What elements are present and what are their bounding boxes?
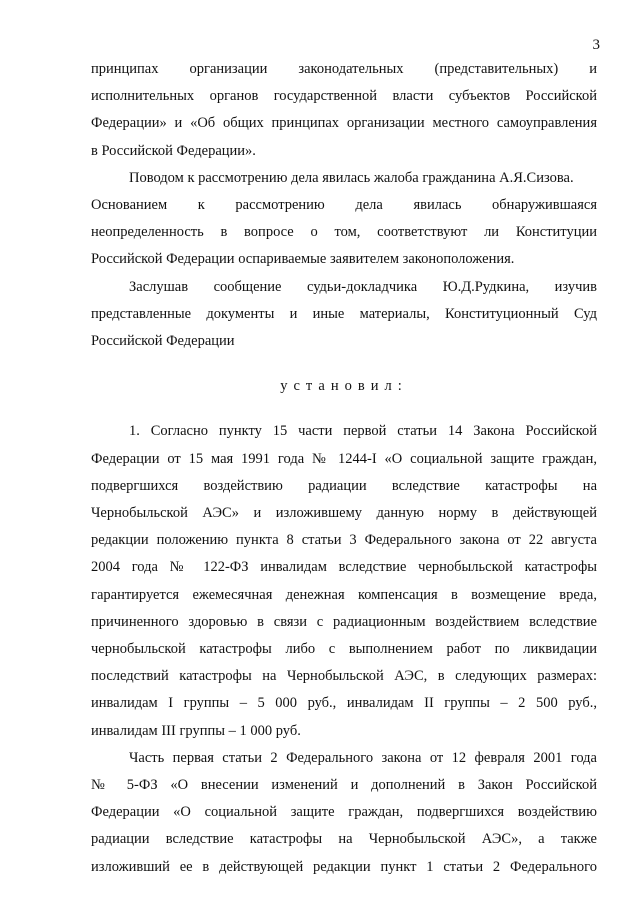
text-line: Российской Федерации оспариваемые заявителем законоположения. bbox=[91, 251, 515, 268]
text-line: 2004 года № 122-ФЗ инвалидам вследствие чернобыльской катастрофы bbox=[91, 559, 597, 576]
text-line: № 5-ФЗ «О внесении изменений и дополнений в Закон Российской bbox=[91, 777, 597, 794]
text-line: принципах организации законодательных (представительных) и bbox=[91, 61, 597, 77]
paragraph-hearing bbox=[91, 274, 597, 356]
text-line: исполнительных органов государственной власти субъектов Российской bbox=[91, 88, 597, 105]
text-line: причиненного здоровью в связи с радиационным воздействием вследствие bbox=[91, 613, 597, 630]
text-line: 1. Согласно пункту 15 части первой статьи 14 Закона Российской bbox=[129, 423, 597, 440]
text-line: инвалидам III группы – 1 000 руб. bbox=[91, 722, 301, 739]
document-body bbox=[91, 56, 597, 881]
text-line: Федерации «О социальной защите граждан, подвергшихся воздействию bbox=[91, 804, 597, 821]
text-line: Федерации от 15 мая 1991 года № 1244-I «О социальной защите граждан, bbox=[91, 450, 597, 467]
text-line: Российской Федерации bbox=[91, 333, 235, 350]
text-line: Заслушав сообщение судьи-докладчика Ю.Д.Рудкина, изучив bbox=[129, 278, 597, 295]
text-line: представленные документы и иные материалы, Конституционный Суд bbox=[91, 305, 597, 322]
text-line: подвергшихся воздействию радиации вследствие катастрофы на bbox=[91, 477, 597, 494]
section-heading: установил: bbox=[280, 378, 408, 395]
text-line: чернобыльской катастрофы либо с выполнением работ по ликвидации bbox=[91, 641, 597, 658]
text-line: Часть первая статьи 2 Федерального закона от 12 февраля 2001 года bbox=[129, 749, 597, 766]
text-line: Поводом к рассмотрению дела явилась жалоба гражданина А.Я.Сизова. bbox=[129, 169, 574, 186]
page-number: 3 bbox=[592, 37, 600, 53]
text-line: радиации вследствие катастрофы на Чернобыльской АЭС», а также bbox=[91, 831, 597, 848]
text-line: Чернобыльской АЭС» и изложившему данную норму в действующей bbox=[91, 505, 597, 522]
text-line: редакции положению пункта 8 статьи 3 Федерального закона от 22 августа bbox=[91, 532, 597, 549]
text-line: гарантируется ежемесячная денежная компенсация в возмещение вреда, bbox=[91, 586, 597, 603]
paragraph-amendment-law bbox=[91, 745, 597, 881]
paragraph-law-names bbox=[91, 56, 597, 165]
text-line: неопределенность в вопросе о том, соответствуют ли Конституции bbox=[91, 224, 597, 241]
text-line: в Российской Федерации». bbox=[91, 142, 256, 159]
paragraph-compensation bbox=[91, 418, 597, 744]
text-line: Федерации» и «Об общих принципах организации местного самоуправления bbox=[91, 115, 597, 132]
paragraph-grounds bbox=[91, 165, 597, 274]
text-line: Основанием к рассмотрению дела явилась обнаружившаяся bbox=[91, 197, 597, 214]
text-line: инвалидам I группы – 5 000 руб., инвалидам II группы – 2 500 руб., bbox=[91, 695, 597, 712]
text-line: изложивший ее в действующей редакции пункт 1 статьи 2 Федерального bbox=[91, 858, 597, 875]
text-line: последствий катастрофы на Чернобыльской АЭС, в следующих размерах: bbox=[91, 668, 597, 685]
